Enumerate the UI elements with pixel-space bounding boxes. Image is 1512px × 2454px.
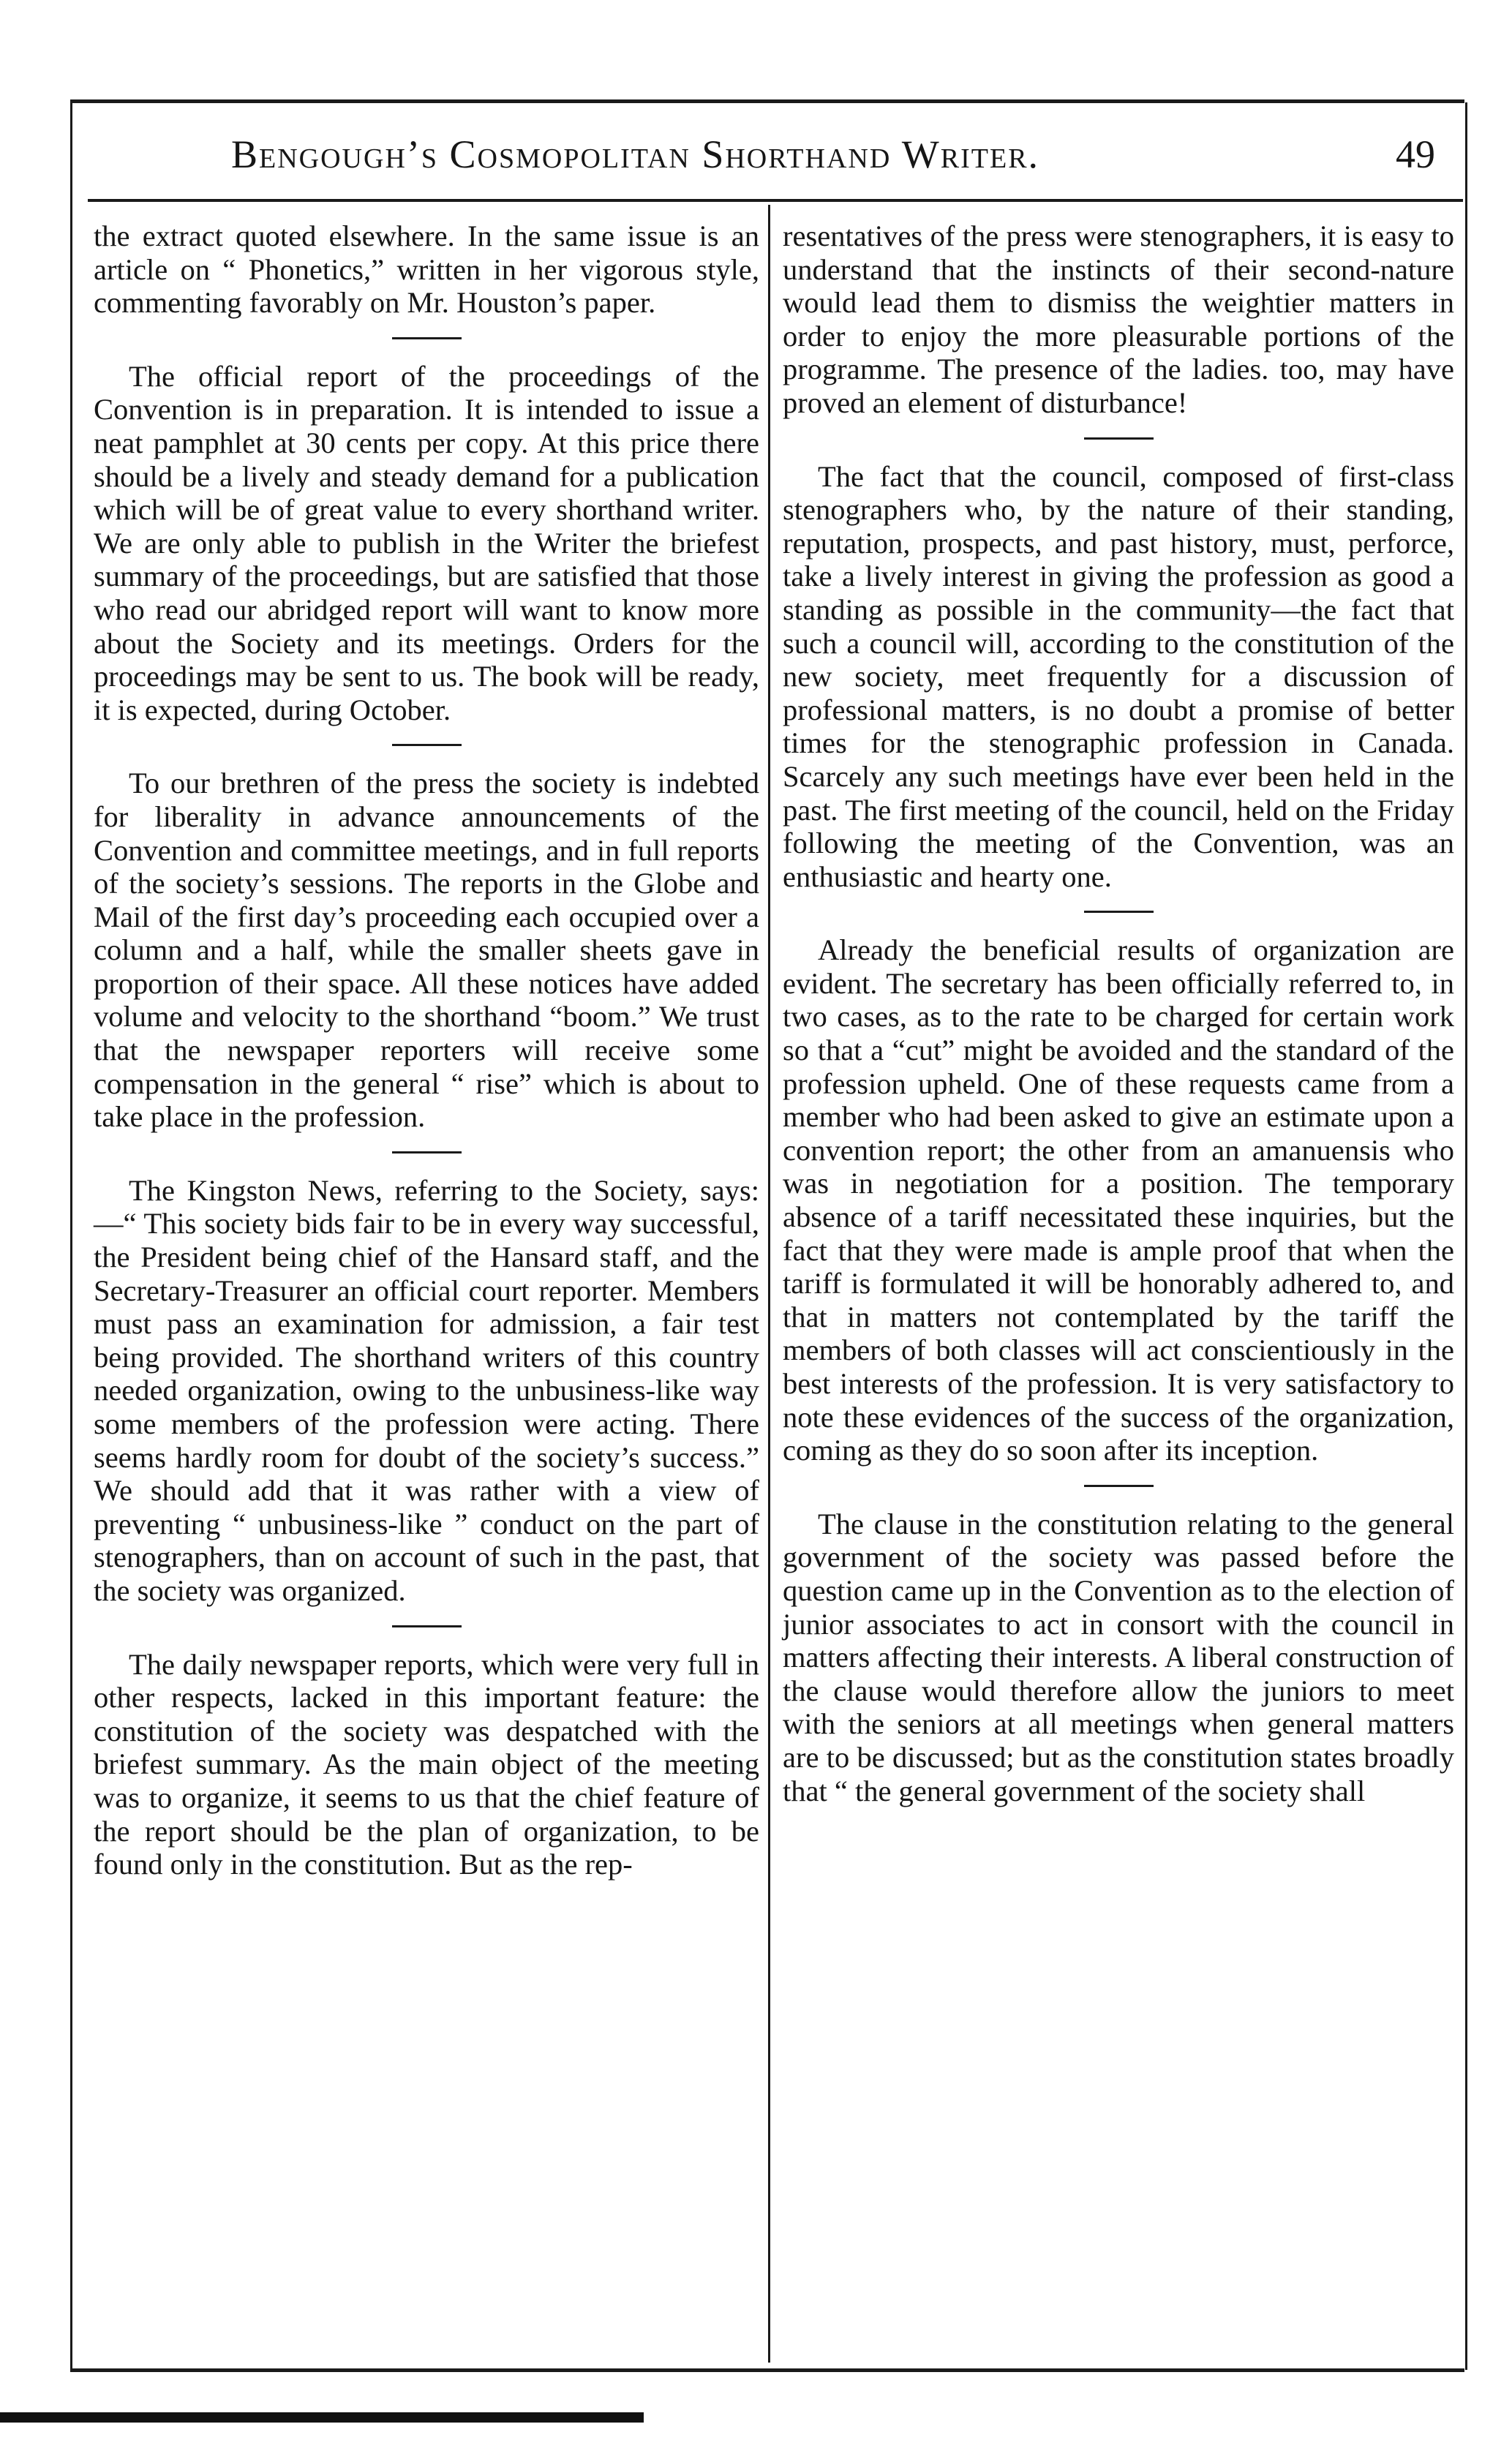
paragraph: The Kingston News, referring to the Society, says:—“ This society bids fair to be in every way successful, the President being chief of the Hansard staff, and the Secretary-Treasurer an official court reporter. Members must pass an examination for admission, a fair test being provided. The shorthand writers of this country needed organization, owing to the unbusiness-like way some members of the profession were acting. There seems hardly room for doubt of the society’s success.” We should add that it was rather with a view of preventing “ unbusiness-like ” conduct on the part of stenographers, than on account of such in the past, that the society was organized. (94, 1173, 759, 1607)
section-separator (392, 1151, 462, 1153)
right-column (783, 219, 1454, 1807)
section-separator (392, 744, 462, 746)
paragraph: resentatives of the press were stenographers, it is easy to understand that the instincts of their second-nature would lead them to dismiss the weightier matters in order to enjoy the more pleasurable portions of the programme. The presence of the ladies. too, may have proved an element of disturbance! (783, 219, 1454, 419)
paragraph: The fact that the council, composed of first-class stenographers who, by the nature of their standing, reputation, prospects, and past history, must, perforce, take a lively interest in giving the profession as good a standing as possible in the community—the fact that such a council will, according to the constitution of the new society, meet frequently for a discussion of professional matters, is no doubt a promise of better times for the stenographic profession in Canada. Scarcely any such meetings have ever been held in the past. The first meeting of the council, held on the Friday following the meeting of the Convention, was an enthusiastic and hearty one. (783, 459, 1454, 893)
left-column (94, 219, 759, 1881)
bottom-rule (70, 2368, 1464, 2372)
section-separator (1084, 437, 1154, 440)
paragraph: the extract quoted elsewhere. In the same issue is an article on “ Phonetics,” written in her vigorous style, commenting favorably on Mr. Houston’s paper. (94, 219, 759, 320)
running-title: Bengough’s Cosmopolitan Shorthand Writer. (231, 132, 1040, 176)
header-rule (88, 199, 1463, 202)
paragraph: To our brethren of the press the society is indebted for liberality in advance announcements of the Convention and committee meetings, and in full reports of the society’s sessions. The reports in the Globe and Mail of the first day’s proceeding each occupied over a column and a half, while the smaller sheets gave in proportion of their space. All these notices have added volume and velocity to the shorthand “boom.” We trust that the newspaper reporters will receive some compensation in the general “ rise” which is about to take place in the profession. (94, 767, 759, 1134)
paragraph: The official report of the proceedings of the Convention is in preparation. It is intended to issue a neat pamphlet at 30 cents per copy. At this price there should be a lively and steady demand for a publication which will be of great value to every shorthand writer. We are only able to publish in the Writer the briefest summary of the proceedings, but are satisfied that those who read our abridged report will want to know more about the Society and its meetings. Orders for the proceedings may be sent to us. The book will be ready, it is expected, during October. (94, 359, 759, 726)
section-separator (1084, 911, 1154, 913)
running-header (70, 110, 1464, 197)
paragraph: Already the beneficial results of organization are evident. The secretary has been officially referred to, in two cases, as to the rate to be charged for certain work so that a “cut” might be avoided and the standard of the profession upheld. One of these requests came from a member who had been asked to give an estimate upon a convention report; the other from an amanuensis who was in negotiation for a position. The temporary absence of a tariff necessitated these inquiries, but the fact that they were made is ample proof that when the tariff is formulated it will be honorably adhered to, and that in matters not contemplated by the tariff the members of both classes will act conscientiously in the best interests of the profession. It is very satisfactory to note these evidences of the success of the organization, coming as they do so soon after its inception. (783, 933, 1454, 1467)
section-separator (392, 1625, 462, 1627)
column-divider (768, 205, 770, 2363)
section-separator (1084, 1485, 1154, 1487)
page-number: 49 (1396, 132, 1435, 176)
section-separator (392, 337, 462, 339)
page-edge-mark (0, 2412, 644, 2423)
paragraph: The daily newspaper reports, which were very full in other respects, lacked in this important feature: the constitution of the society was despatched with the briefest summary. As the main object of the meeting was to organize, it seems to us that the chief feature of the report should be the plan of organization, to be found only in the constitution. But as the rep- (94, 1647, 759, 1881)
paragraph: The clause in the constitution relating to the general government of the society was passed before the question came up in the Convention as to the election of junior associates to act in consort with the council in matters affecting their interests. A liberal construction of the clause would therefore allow the juniors to meet with the seniors at all meetings when general matters are to be discussed; but as the constitution states broadly that “ the general government of the society shall (783, 1507, 1454, 1807)
